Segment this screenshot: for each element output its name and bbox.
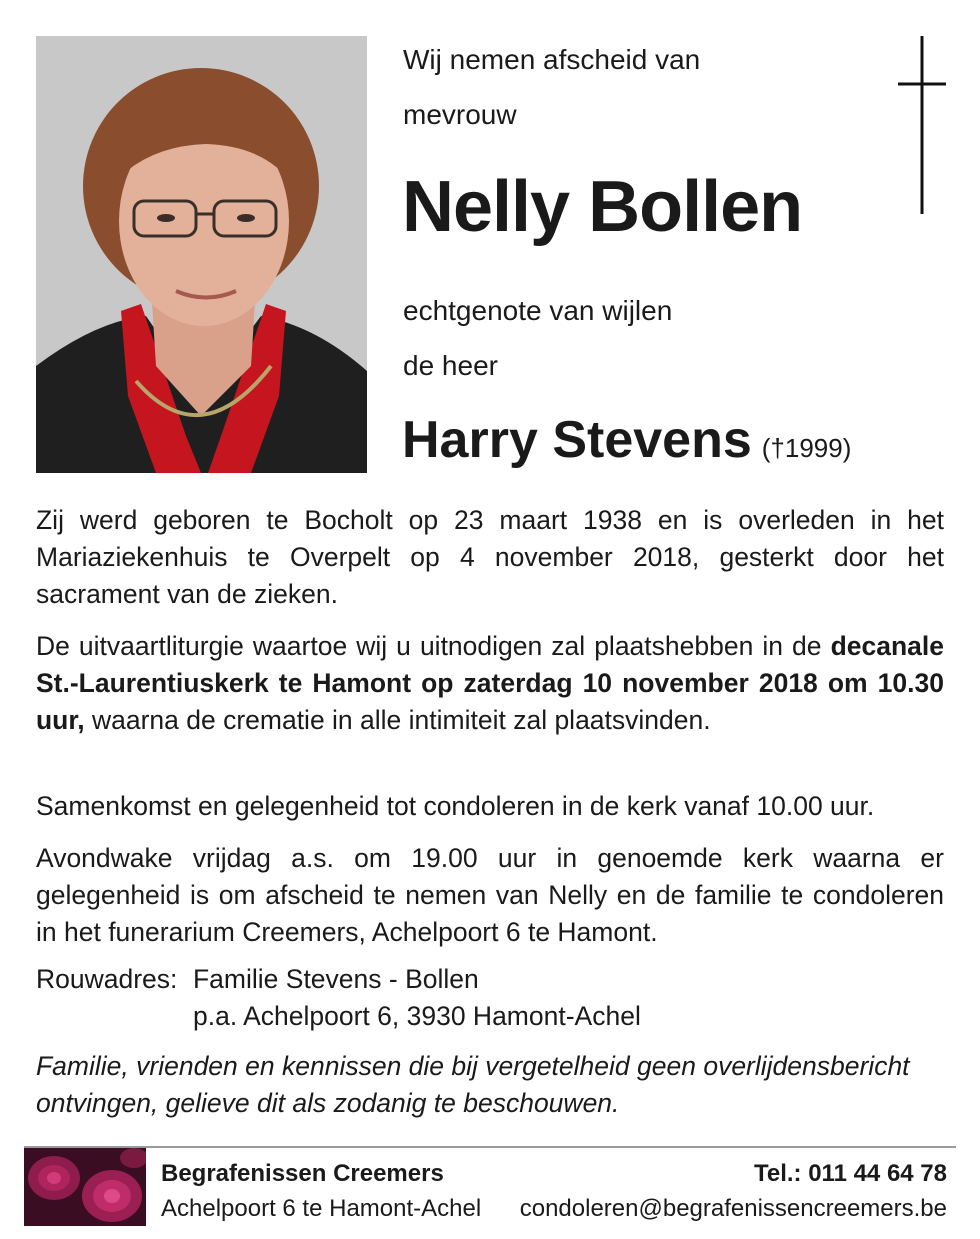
footer-divider [24,1146,956,1148]
husband-name: Harry Stevens [402,411,752,469]
footer-company-address: Achelpoort 6 te Hamont-Achel [161,1195,482,1222]
footer-phone: Tel.: 011 44 64 78 [753,1160,947,1187]
intro-line-1: Wij nemen afscheid van [403,44,701,75]
relation-line-2: de heer [403,350,498,381]
portrait-illustration [36,36,367,473]
footer-email[interactable]: condoleren@begrafenissencreemers.be [519,1195,947,1222]
liturgy-paragraph [36,628,944,739]
rose-image [24,1148,146,1226]
notice-text: Familie, vrienden en kennissen die bij vergetelheid geen overlijdensbericht ontvingen, gelieve dit als zodanig te beschouwen. [36,1051,910,1118]
relation-line-1: echtgenote van wijlen [403,295,673,326]
liturgy-start: De uitvaartliturgie waartoe wij u uitnodigen zal plaatshebben in de [36,631,831,661]
liturgy-text [36,628,944,739]
footer-company: Begrafenissen Creemers [161,1160,444,1187]
address-line-1: Familie Stevens - Bollen [193,964,479,994]
vigil-text: Avondwake vrijdag a.s. om 19.00 uur in genoemde kerk waarna er gelegenheid is om afscheid te nemen van Nelly en de familie te condoleren in het funerarium Creemers, Achelpoort 6 te Hamont. [36,843,944,947]
address-line-2: p.a. Achelpoort 6, 3930 Hamont-Achel [193,1001,641,1031]
cross-icon [896,36,948,214]
rose-illustration [24,1148,146,1226]
deceased-name: Nelly Bollen [402,167,803,247]
vigil-paragraph [36,840,944,951]
intro-line-2: mevrouw [403,99,517,130]
husband-death-note: (†1999) [761,433,852,463]
address-label: Rouwadres: [36,964,178,994]
birth-paragraph [36,502,944,613]
birth-text: Zij werd geboren te Bocholt op 23 maart 1938 en is overleden in het Mariaziekenhuis te Overpelt op 4 november 2018, gesterkt door het sacrament van de zieken. [36,505,944,609]
portrait-photo [36,36,367,473]
gathering-text: Samenkomst en gelegenheid tot condoleren in de kerk vanaf 10.00 uur. [36,791,875,821]
husband-name-block [402,410,851,478]
liturgy-end: waarna de crematie in alle intimiteit zal plaatsvinden. [84,705,711,735]
gathering-paragraph [36,788,944,825]
liturgy-bold: decanale St.-Laurentiuskerk te Hamont op zaterdag 10 november 2018 om 10.30 uur, [36,631,944,735]
